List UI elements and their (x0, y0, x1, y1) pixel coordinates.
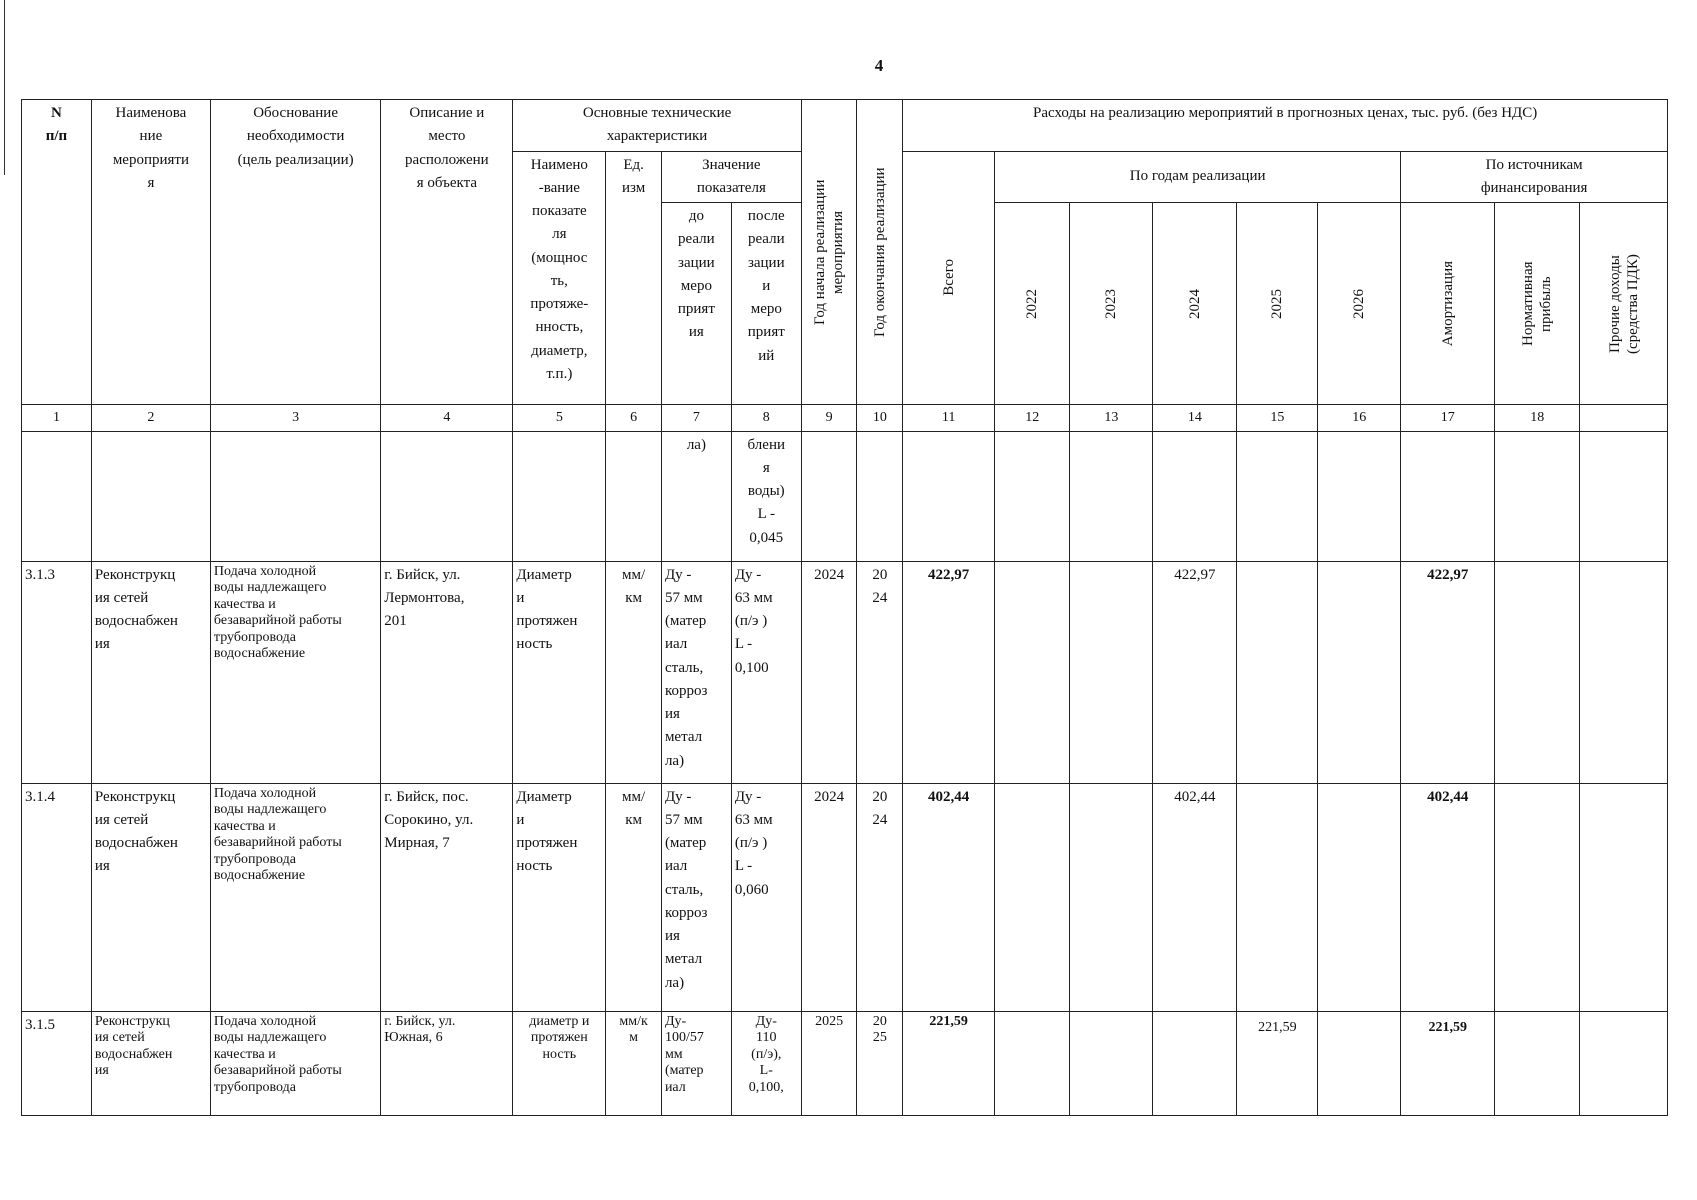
header-by-sources: По источникам финансирования (1401, 151, 1668, 203)
row-before: Ду- 100/57 мм (матер иал (661, 1011, 731, 1115)
row-total: 221,59 (903, 1011, 995, 1115)
row-profit (1495, 561, 1580, 783)
col-num-14: 14 (1153, 405, 1237, 432)
cont-after: блени я воды) L - 0,045 (731, 431, 801, 561)
row-amortization: 422,97 (1401, 561, 1495, 783)
row-y2024: 402,44 (1153, 783, 1237, 1011)
col-num-3: 3 (210, 405, 380, 432)
header-unit: Ед. изм (606, 151, 662, 405)
col-num-4: 4 (381, 405, 513, 432)
col-num-8: 8 (731, 405, 801, 432)
row-unit: мм/к м (606, 1011, 662, 1115)
header-other-cell (1580, 203, 1668, 405)
row-y2023 (1070, 561, 1153, 783)
header-indicator: Наимено -вание показате ля (мощнос ть, протяже- нность, диаметр, т.п.) (513, 151, 606, 405)
header-location: Описание и место расположени я объекта (381, 100, 513, 405)
row-indicator: Диаметр и протяжен ность (513, 561, 606, 783)
header-total-cell (903, 151, 995, 405)
row-unit: мм/ км (606, 783, 662, 1011)
page-number: 4 (874, 56, 884, 75)
header-tech: Основные технические характеристики (513, 100, 801, 152)
row-location: г. Бийск, пос. Сорокино, ул. Мирная, 7 (381, 783, 513, 1011)
header-year-start: Год начала реализации мероприятия (812, 179, 847, 325)
header-year-end: Год окончания реализации (871, 167, 888, 337)
row-y2026 (1318, 783, 1401, 1011)
row-y2025 (1237, 561, 1318, 783)
row-before: Ду - 57 мм (матер иал сталь, корроз ия метал ла) (661, 783, 731, 1011)
row-name: Реконструкц ия сетей водоснабжен ия (91, 1011, 210, 1115)
header-by-years: По годам реализации (995, 151, 1401, 203)
row-reason: Подача холодной воды надлежащего качества и безаварийной работы трубопровода водоснабжение (210, 561, 380, 783)
table-row-continuation (22, 431, 1668, 561)
header-reason: Обоснование необходимости (цель реализации) (210, 100, 380, 405)
header-costs: Расходы на реализацию мероприятий в прогнозных ценах, тыс. руб. (без НДС) (903, 100, 1668, 152)
col-num-2: 2 (91, 405, 210, 432)
header-year-2022-cell (995, 203, 1070, 405)
row-y2022 (995, 1011, 1070, 1115)
row-other (1580, 1011, 1668, 1115)
header-year-2026: 2026 (1351, 288, 1368, 319)
row-year-end: 20 24 (857, 783, 903, 1011)
scan-edge-line (4, 0, 5, 175)
row-y2025: 221,59 (1237, 1011, 1318, 1115)
col-num-15: 15 (1237, 405, 1318, 432)
header-after: после реали зации и меро прият ий (731, 203, 801, 405)
header-name: Наименова ние мероприяти я (91, 100, 210, 405)
header-year-2026-cell (1318, 203, 1401, 405)
row-y2022 (995, 561, 1070, 783)
col-num-7: 7 (661, 405, 731, 432)
table-row (22, 783, 1668, 1011)
row-y2024 (1153, 1011, 1237, 1115)
row-reason: Подача холодной воды надлежащего качества и безаварийной работы трубопровода водоснабжение (210, 783, 380, 1011)
col-num-6: 6 (606, 405, 662, 432)
header-other: Прочие доходы (средства ПДК) (1606, 253, 1641, 354)
row-total: 402,44 (903, 783, 995, 1011)
col-num-16: 16 (1318, 405, 1401, 432)
header-amortization: Амортизация (1439, 260, 1456, 347)
row-n: 3.1.4 (22, 783, 92, 1011)
row-n: 3.1.3 (22, 561, 92, 783)
header-year-end-cell (857, 100, 903, 405)
row-before: Ду - 57 мм (матер иал сталь, корроз ия метал ла) (661, 561, 731, 783)
header-year-2025-cell (1237, 203, 1318, 405)
row-indicator: Диаметр и протяжен ность (513, 783, 606, 1011)
row-year-start: 2025 (801, 1011, 857, 1115)
row-after: Ду - 63 мм (п/э ) L - 0,100 (731, 561, 801, 783)
row-other (1580, 783, 1668, 1011)
header-year-2023-cell (1070, 203, 1153, 405)
row-y2025 (1237, 783, 1318, 1011)
row-amortization: 221,59 (1401, 1011, 1495, 1115)
investment-table (21, 99, 1668, 1116)
row-name: Реконструкц ия сетей водоснабжен ия (91, 561, 210, 783)
header-year-start-cell (801, 100, 857, 405)
header-year-2024-cell (1153, 203, 1237, 405)
row-other (1580, 561, 1668, 783)
row-y2022 (995, 783, 1070, 1011)
table-row (22, 561, 1668, 783)
row-reason: Подача холодной воды надлежащего качества и безаварийной работы трубопровода (210, 1011, 380, 1115)
header-n: N п/п (22, 100, 92, 405)
header-amortization-cell (1401, 203, 1495, 405)
row-y2026 (1318, 1011, 1401, 1115)
row-year-start: 2024 (801, 783, 857, 1011)
row-location: г. Бийск, ул. Южная, 6 (381, 1011, 513, 1115)
row-y2024: 422,97 (1153, 561, 1237, 783)
row-after: Ду - 63 мм (п/э ) L - 0,060 (731, 783, 801, 1011)
col-num-9: 9 (801, 405, 857, 432)
col-num-11: 11 (903, 405, 995, 432)
col-num-10: 10 (857, 405, 903, 432)
header-total: Всего (940, 259, 957, 297)
col-num-1: 1 (22, 405, 92, 432)
row-year-start: 2024 (801, 561, 857, 783)
row-profit (1495, 783, 1580, 1011)
col-num-12: 12 (995, 405, 1070, 432)
col-num-18: 18 (1495, 405, 1580, 432)
row-y2026 (1318, 561, 1401, 783)
header-before: до реали зации меро прият ия (661, 203, 731, 405)
row-indicator: диаметр и протяжен ность (513, 1011, 606, 1115)
header-year-2023: 2023 (1103, 288, 1120, 319)
table-row (22, 1011, 1668, 1115)
row-year-end: 20 25 (857, 1011, 903, 1115)
header-profit: Нормативная прибыль (1520, 261, 1555, 346)
header-value: Значение показателя (661, 151, 801, 203)
row-year-end: 20 24 (857, 561, 903, 783)
col-num-19 (1580, 405, 1668, 432)
row-name: Реконструкц ия сетей водоснабжен ия (91, 783, 210, 1011)
cont-before: ла) (661, 431, 731, 561)
row-y2023 (1070, 783, 1153, 1011)
col-num-13: 13 (1070, 405, 1153, 432)
header-year-2025: 2025 (1269, 288, 1286, 319)
row-location: г. Бийск, ул. Лермонтова, 201 (381, 561, 513, 783)
row-unit: мм/ км (606, 561, 662, 783)
header-year-2022: 2022 (1024, 288, 1041, 319)
row-after: Ду- 110 (п/э), L- 0,100, (731, 1011, 801, 1115)
header-year-2024: 2024 (1186, 288, 1203, 319)
row-y2023 (1070, 1011, 1153, 1115)
row-total: 422,97 (903, 561, 995, 783)
row-amortization: 402,44 (1401, 783, 1495, 1011)
col-num-5: 5 (513, 405, 606, 432)
header-profit-cell (1495, 203, 1580, 405)
col-num-17: 17 (1401, 405, 1495, 432)
row-profit (1495, 1011, 1580, 1115)
row-n: 3.1.5 (22, 1011, 92, 1115)
